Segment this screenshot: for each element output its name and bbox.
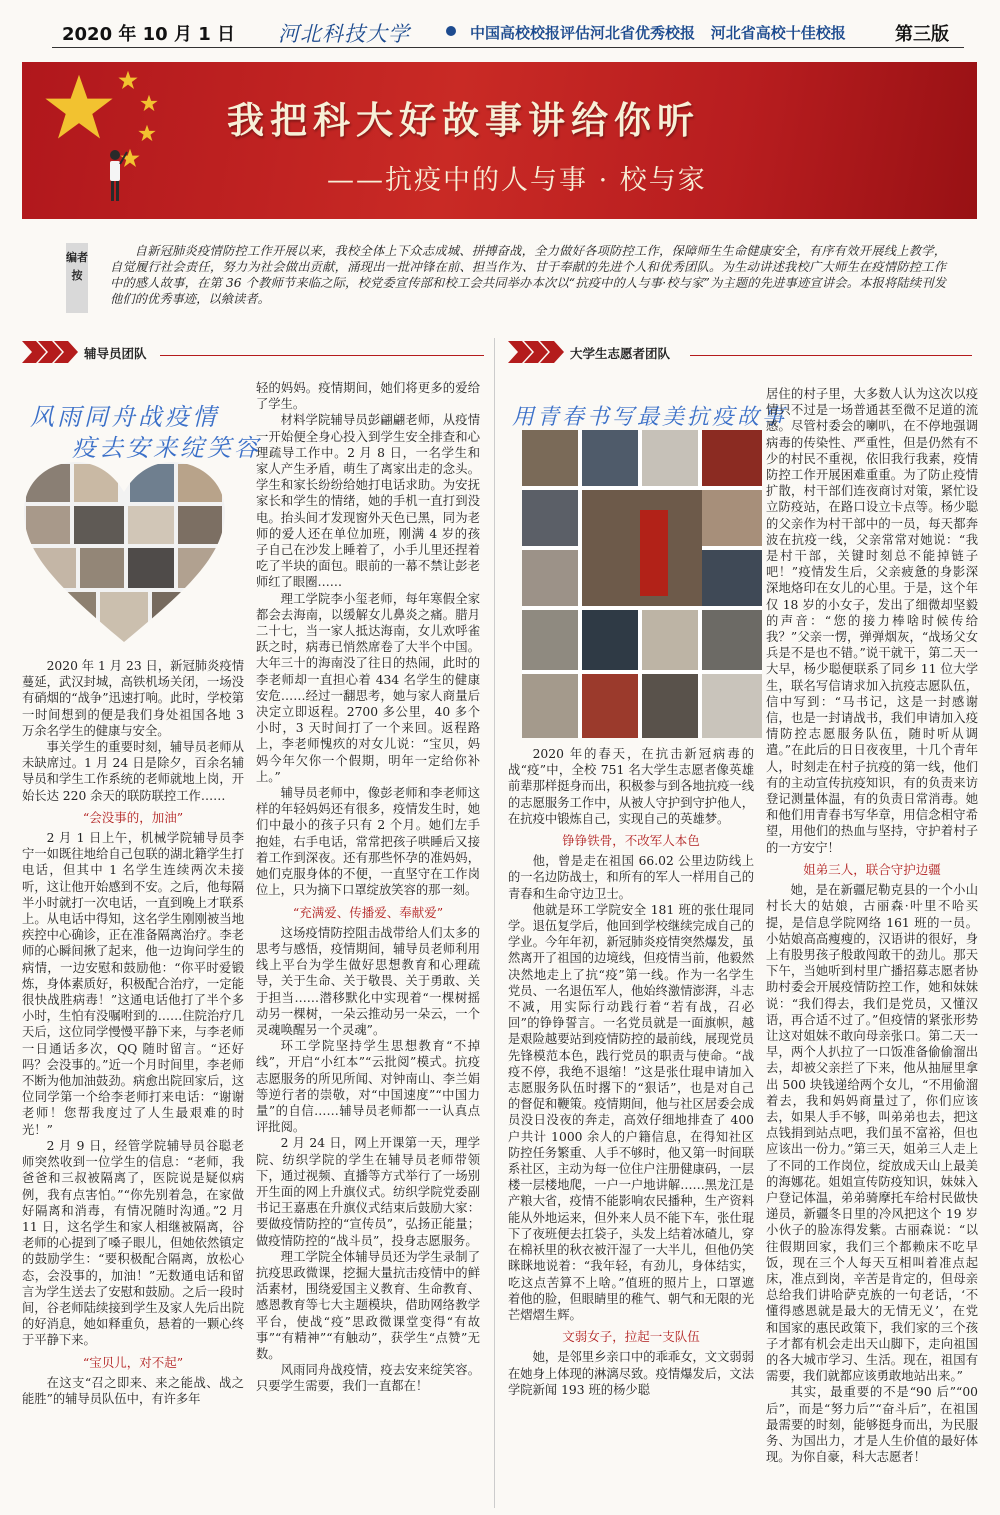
volunteer-photo-collage: [522, 430, 762, 738]
paragraph: 在这支“召之即来、来之能战、战之能胜”的辅导员队伍中，有许多年: [22, 1375, 244, 1406]
paragraph: 这场疫情防控阻击战带给人们太多的思考与感悟，疫情期间，辅导员老师利用线上平台为学生做好思想教育和心理疏导，关于生命、关于敬畏、关于勇敢、关于担当……潜移默化中实现着“一棵树摇动另一棵树，一朵云推动另一朵云，一个灵魂唤醒另一个灵魂”。: [256, 925, 480, 1037]
banner-title: 我把科大好故事讲给你听: [227, 98, 700, 142]
column-divider: [494, 338, 495, 1508]
paragraph: 材料学院辅导员彭翩翩老师，从疫情一开始便全身心投入到学生安全排查和心理疏导工作中。2 月 8 日，一名学生和家人产生矛盾，萌生了离家出走的念头。学生和家长纷纷给她打电话求助。为安抚家长和学生的情绪，她的手机一直打到没电。抬头间才发现窗外天色已黑，同为老师的爱人还在单位加班，刚满 4 岁的孩子自己在沙发上睡着了，小手儿里还捏着吃了半块的面包。眼前的一幕不禁让彭老师红了眼圈……: [256, 413, 480, 590]
paragraph: 事关学生的重要时刻，辅导员老师从未缺席过。1 月 24 日是除夕，百余名辅导员和学生工作系统的老师就地上岗，开始长达 220 余天的联防联控工作……: [22, 740, 244, 803]
editor-note-label: 编者按: [66, 243, 88, 313]
honors-line: [470, 22, 846, 43]
bullet-dot: [446, 26, 456, 36]
paragraph: 他就是环工学院安全 181 班的张仕琨同学。退伍复学后，他回到学校继续完成自己的学业。今年年初，新冠肺炎疫情突然爆发，虽然离开了祖国的边境线，但疫情当前，他毅然决然地走上了抗“疫”第一线。作为一名学生党员、一名退伍军人，他始终激情澎湃，斗志不减，用实际行动践行着“若有战，召必回”的铮铮誓言。一名党员就是一面旗帜，越是艰险越要站到疫情防控的最前线，展现党员先锋模范本色，践行党员的职责与使命。“战疫不停，我绝不退缩！”这是张仕琨申请加入志愿服务队伍时撂下的“狠话”，也是对自己的督促和鞭策。疫情期间，他与社区居委会成员没日没夜的奔走，高效仔细地排查了 400 户共计 1000 余人的户籍信息，在得知社区防控任务繁重、人手不够时，他又第一时间联系社区，主动为每一位住户注册健康码，一层楼一层楼地爬，一户一户地讲解……黑龙江是产粮大省，疫情不能影响农民播种，生产资料能从外地运来，但外来人员不能下车，张仕琨下了夜班便去扛袋子，头发上结着冰碴儿，穿在棉袄里的秋衣被汗湿了一大半儿，但他仍笑眯眯地说着：“我年轻，有劲儿，身体结实，吃这点苦算不上啥。”值班的照片上，口罩遮着他的脸，但眼睛里的稚气、朝气和无限的光芒熠熠生辉。: [508, 902, 754, 1322]
paragraph: 其实，最重要的不是“90 后”“00 后”，而是“努力后”“奋斗后”，在祖国最需要的时刻，能够挺身而出，为民服务、为国出力，才是人生价值的最好体现。为你自豪，科大志愿者！: [766, 1385, 978, 1465]
heart-photo-collage: [22, 460, 227, 645]
article-column-1: [22, 658, 244, 1407]
story-title-line-1: 风雨同舟战疫情: [30, 403, 219, 431]
paragraph: 2 月 24 日，网上开课第一天，理学院、纺织学院的学生在辅导员老师带领下，通过视频、直播等方式举行了一场别开生面的网上升旗仪式。纺织学院党委副书记王嘉惠在升旗仪式结束后鼓励大家：要做疫情防控的“宣传员”，弘扬正能量；做疫情防控的“战斗员”，投身志愿服务。: [256, 1136, 480, 1248]
paragraph: 理工学院全体辅导员还为学生录制了抗疫思政微课，挖掘大量抗击疫情中的鲜活素材，围绕爱国主义教育、生命教育、感恩教育等七大主题模块，借助网络教学平台，使战“疫”思政微课堂变得“有故事”“有精神”“有触动”，获学生“点赞”无数。: [256, 1249, 480, 1361]
subheading: “宝贝儿，对不起”: [82, 1354, 184, 1370]
section-label: 辅导员团队: [84, 346, 147, 361]
story-title-line-2: 疫去安来绽笑容: [72, 434, 261, 462]
page-header: [0, 0, 1000, 60]
paragraph: 2020 年 1 月 23 日，新冠肺炎疫情蔓延，武汉封城，高铁机场关闭，一场没有硝烟的“战争”迅速打响。此时，学校第一时间想到的便是我们身处祖国各地 3 万余名学生的健康与安全。: [22, 659, 244, 738]
section-label: 大学生志愿者团队: [570, 346, 671, 361]
chevron-arrows-icon: [22, 341, 78, 363]
paragraph: 2 月 9 日，经管学院辅导员谷聪老师突然收到一位学生的信息：“老师，我爸爸和三叔被隔离了，医院说是疑似病例，我有点害怕。”“你先别着急，在家做好隔离和消毒，有情况随时沟通。”2 月 11 日，这名学生和家人相继被隔离，谷老师的心提到了嗓子眼儿，但她依然镇定的鼓励学生：“要积极配合隔离，放松心态，会没事的，加油！”无数通电话和留言为学生送去了安慰和鼓励。之后一段时间，谷老师陆续接到学生及家人先后出院的好消息，她如释重负，悬着的一颗心终于平静下来。: [22, 1138, 244, 1348]
story-title: 用青春书写最美抗疫故事: [512, 405, 788, 430]
edition-number: 第三版: [895, 24, 949, 45]
paragraph: 居住的村子里，大多数人认为这次以疫情只不过是一场普通甚至微不足道的流感。尽管村委会的喇叭，在不停地强调病毒的传染性、严重性，但是仍然有不少的村民不重视，依旧我行我素，疫情防控工作开展困难重重。为了防止疫情扩散，村干部们连夜商讨对策，紧忙设立防疫站，在路口设立卡点等。杨少聪的父亲作为村干部中的一员，每天都奔波在抗疫一线，父亲常常对她说：“我是村干部，关键时刻总不能掉链子吧！”疫情发生后，父亲疲惫的身影深深地烙印在女儿的心里。于是，这个年仅 18 岁的小女子，发出了细微却坚毅的声音：“您的接力棒啥时候传给我？”父亲一愣，弹弹烟灰，“战场父女兵是不是也不错。”说干就干，第二天一大早，杨少聪便联系了同乡 11 位大学生，联名写信请求加入抗疫志愿队伍，信中写到：“马书记，这是一封感谢信，也是一封请战书，我们申请加入疫情防控志愿服务队伍，随时听从调遣。”在此后的日日夜夜里，十几个青年人，时刻走在村子抗疫的第一线，他们有的主动宣传抗疫知识，有的负责来访登记测量体温，有的负责日常消毒。她和他们用青春书写华章，用信念相守希望，用他们的热血与坚持，守护着村子的一方安宁！: [766, 387, 978, 855]
paragraph: 2020 年的春天，在抗击新冠病毒的战“疫”中，全校 751 名大学生志愿者像英雄前辈那样挺身而出，积极参与到各地抗疫一线的志愿服务工作中，从被人守护到守护他人，在抗疫中锻炼自己，实现自己的英雄梦。: [508, 747, 754, 826]
subheading: 姐弟三人，联合守护边疆: [803, 861, 941, 877]
subheading: 文弱女子，拉起一支队伍: [562, 1329, 700, 1345]
paragraph: 2 月 1 日上午，机械学院辅导员李宁一如既往地给自己包联的湖北籍学生打电话，但其中 1 名学生连续两次未接听，这让他开始感到不安。之后，他每隔半小时就打一次电话，一直到晚上才联系上。从电话中得知，这名学生刚刚被当地疾控中心确诊，正在准备隔离治疗。李老师的心瞬间揪了起来，他一边询问学生的病情，一边安慰和鼓励他：“你平时爱锻炼，身体素质好，积极配合治疗，一定能很快战胜病毒！”这通电话他打了半个多小时，生怕有没嘱咐到的……住院治疗几天后，这位同学慢慢平静下来，与李老师一日通话多次，QQ 随时留言。“还好吗？会没事的。”近一个月时间里，李老师不断为他加油鼓劲。病愈出院回家后，这位同学第一个给李老师打来电话：“谢谢老师！您帮我度过了人生最艰难的时光！”: [22, 831, 244, 1137]
subheading: 铮铮铁骨，不改军人本色: [562, 833, 700, 849]
issue-date: 2020 年 10 月 1 日: [62, 24, 236, 45]
paragraph: 理工学院李小玺老师，每年寒假全家都会去海南，以缓解女儿鼻炎之痛。腊月二十七，当一家人抵达海南，女儿欢呼雀跃之时，病毒已悄然席卷了大半个中国。大年三十的海南没了往日的热闹，此时的李老师却一直担心着 434 名学生的健康安危……经过一翻思考，她与家人商量后决定立即返程。2700 多公里，40 多个小时，3 天时间打了一个来回。返程路上，李老师愧疚的对女儿说：“宝贝，妈妈今年欠你一个假期，明年一定给你补上。”: [256, 591, 480, 784]
paragraph: 辅导员老师中，像彭老师和李老师这样的年轻妈妈还有很多，疫情发生时，她们中最小的孩子只有 2 个月。她们左手抱娃，右手电话，常常把孩子哄睡后又接着工作到深夜。还有那些怀孕的准妈妈，她们克服身体的不便，一直坚守在工作岗位上，只为摘下口罩绽放笑容的那一刻。: [256, 786, 480, 898]
subheading: “会没事的，加油”: [82, 809, 184, 825]
honor-1: 中国高校校报评估河北省优秀校报: [470, 24, 696, 42]
banner-subtitle: ——抗疫中的人与事 · 校与家: [327, 165, 707, 196]
paragraph: 她，是邻里乡亲口中的乖乖女，文文弱弱在她身上体现的淋漓尽致。疫情爆发后，文法学院新闻 193 班的杨少聪: [508, 1350, 754, 1397]
chevron-arrows-icon: [508, 341, 564, 363]
small-star-icon: [118, 70, 138, 90]
subheading: “充满爱、传播爱、奉献爱”: [292, 904, 444, 920]
paragraph: 风雨同舟战疫情，疫去安来绽笑容。只要学生需要，我们一直都在！: [256, 1363, 480, 1394]
big-star-icon: [44, 72, 114, 142]
honor-2: 河北省高校十佳校报: [710, 24, 846, 42]
article-column-4: [766, 386, 978, 1465]
masthead-logo: 河北科技大学: [278, 22, 410, 46]
article-column-3: [508, 746, 754, 1398]
paragraph: 轻的妈妈。疫情期间，她们将更多的爱给了学生。: [256, 381, 480, 412]
article-column-2: [256, 380, 480, 1395]
paragraph: 她，是在新疆尼勒克县的一个小山村长大的姑娘，古丽森·叶里不哈买提，是信息学院网络 161 班的一员。小姑娘高高瘦瘦的，汉语讲的很好，身上有股男孩子般敢闯敢干的劲儿。那天下午，当她听到村里广播招募志愿者协助村委会开展疫情防控工作，她和妹妹说：“我们得去，我们是党员，又懂汉语，再合适不过了。”但疫情的紧张形势让这对姐妹不敢向母亲张口。第二天一早，两个人扒拉了一口饭准备偷偷溜出去，却被父亲拦了下来，他从抽屉里拿出 500 块钱递给两个女儿，“不用偷溜着去，我和妈妈商量过了，你们应该去，如果人手不够，叫弟弟也去，把这点钱捐到站点吧，我们虽不富裕，但也应该出一份力。”第三天，姐弟三人走上了不同的工作岗位，绽放成天山上最美的海娜花。姐姐宣传防疫知识，妹妹入户登记体温，弟弟骑摩托车给村民做快递员，新疆冬日里的冷风把这个 19 岁小伙子的脸冻得发紫。古丽森说：“以往假期回家，我们三个都赖床不吃早饭，现在三个人每天互相叫着准点起床，准点到岗，辛苦是肯定的，但母亲总给我们讲哈萨克族的一句老话，‘不懂得感恩就是最大的无情无义’，在党和国家的惠民政策下，我们家的三个孩子才都有机会走出天山脚下，走向祖国的各大城市学习、生活。现在，祖国有需要，我们就都应该勇敢地站出来。”: [766, 883, 978, 1384]
section-rule: [690, 355, 972, 356]
paragraph: 环工学院坚持学生思想教育“不掉线”，开启“小红本”“云批阅”模式。抗疫志愿服务的所见所闻、对钟南山、李兰娟等逆行者的崇敬，对“中国速度”“中国力量”的自信……辅导员老师都一一认真点评批阅。: [256, 1039, 480, 1135]
small-star-icon: [140, 94, 158, 112]
banner: [22, 62, 977, 219]
editor-note-text: 自新冠肺炎疫情防控工作开展以来，我校全体上下众志成城、拼搏奋战，全力做好各项防控工作，保障师生生命健康安全，有序有效开展线上教学，自觉履行社会责任，努力为社会做出贡献，涌现出一批冲锋在前、担当作为、甘于奉献的先进个人和优秀团队。为生动讲述我校广大师生在疫情防控工作中的感人故事，在第 36 个教师节来临之际，校党委宣传部和校工会共同举办本次以“抗疫中的人与事·校与家”为主题的先进事迹宣讲会。本报将陆续刊发他们的优秀事迹，以飨读者。: [110, 244, 946, 306]
child-figure-icon: [102, 148, 128, 206]
section-rule: [160, 355, 484, 356]
paragraph: 他，曾是走在祖国 66.02 公里边防线上的一名边防战士，和所有的军人一样用自己的青春和生命守边卫士。: [508, 854, 754, 901]
header-rule: [52, 47, 964, 48]
small-star-icon: [138, 124, 156, 142]
